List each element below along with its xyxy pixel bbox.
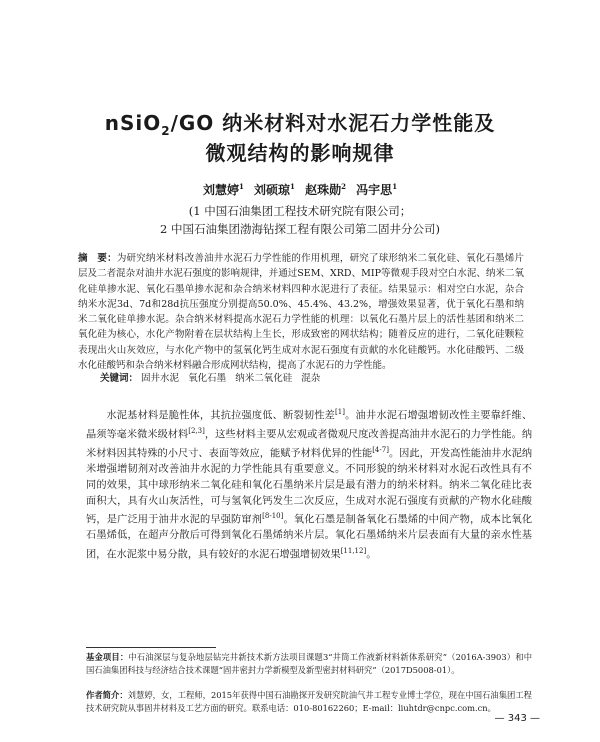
footnote-divider (86, 647, 216, 648)
keywords-label: 关键词： (100, 373, 139, 384)
keywords (100, 371, 524, 386)
keyword: 氧化石墨 (188, 373, 227, 384)
footnote-author (86, 689, 532, 714)
author-name: 刘慧婷$^1$ (202, 182, 244, 197)
keyword: 混杂 (301, 373, 321, 384)
citation: [8-10] (262, 512, 284, 521)
author-name: 冯宇思$^1$ (356, 182, 398, 197)
affiliation-2: 2 中国石油集团渤海钻探工程有限公司第二固井分公司) (160, 222, 440, 236)
citation: [11,12] (340, 547, 367, 556)
citation: [1] (335, 408, 345, 416)
keyword: 固井水泥 (141, 373, 180, 384)
abstract-text: 为研究纳米材料改善油井水泥石力学性能的作用机理，研究了球形纳米二氧化硅、氧化石墨烯片层及二者混杂对油井水泥石强度的影响规律，并通过SEM、XRD、MIP等微观手段对空白水泥、纳米二氧化硅单掺水泥、氧化石墨单掺水泥和杂合纳米材料四种水泥进行了表征。结果显示：相对空白水泥，杂合纳米水泥3d、7d和28d抗压强度分别提高50.0%、45.4%、43.2%，增强效果显著，优于氧化石墨和纳米二氧化硅单掺水泥。杂合纳米材料提高水泥石力学性能的机理：以氧化石墨片层上的活性基团和纳米二氧化硅为核心，水化产物附着在层状结构上生长，形成致密的网状结构；随着反应的进行，二氧化硅颗粒表现出火山灰效应，与水化产物中的氢氧化钙生成对水泥石强度有贡献的水化硅酸钙。水化硅酸钙、二级水化硅酸钙和杂合纳米材料融合形成网状结构，提高了水泥石的力学性能。 (78, 253, 524, 372)
abstract (78, 251, 524, 373)
affiliation-1: (1 中国石油集团工程技术研究院有限公司； (188, 204, 412, 218)
title-subscript: 2 (161, 124, 171, 138)
title-prefix: nSiO (104, 111, 162, 135)
author-name: 刘硕琼$^1$ (254, 182, 295, 197)
citation: [2,3] (188, 427, 205, 436)
author-bio-text: 刘慧婷，女，工程师，2015年获得中国石油勘探开发研究院油气井工程专业博士学位，现在中国石油集团工程技术研究院从事固井材料及工艺方面的研究。联系电话：010-80162260；E-mail：liuhtdr@cnpc.com.cn。 (86, 690, 532, 713)
author-name: 赵珠勋$^2$ (305, 182, 346, 197)
title-line-2: 微观结构的影响规律 (205, 141, 395, 165)
title-line-1-rest: /GO 纳米材料对水泥石力学性能及 (170, 111, 496, 135)
body-paragraph: 水泥基材料是脆性体，其抗拉强度低、断裂韧性差[1]。油井水泥石增强增韧改性主要靠纤维、晶须等毫米微米级材料[2,3]，这些材料主要从宏观或者微观尺度改善提高油井水泥石的力学性能。纳米材料因其特殊的小尺寸、表面等效应，能赋予材料优异的性能[4-7]。因此，开发高性能油井水泥纳米增强增韧剂对改善油井水泥的力学性能具有重要意义。不同形貌的纳米材料对水泥石改性具有不同的效果，其中球形纳米二氧化硅和氧化石墨纳米片层是最有潜力的纳米材料。纳米二氧化硅比表面积大，具有火山灰活性，可与氢氧化钙发生二次反应，生成对水泥石强度有贡献的产物水化硅酸钙，是广泛用于油井水泥的早强防窜剂[8-10]。氧化石墨是制备氧化石墨烯的中间产物，成本比氧化石墨烯低，在超声分散后可得到氧化石墨烯纳米片层。氧化石墨烯纳米片层表面有大量的亲水性基团，在水泥浆中易分散，具有较好的水泥石增强增韧效果[11,12]。 (86, 408, 533, 561)
citation: [4-7] (372, 446, 389, 455)
abstract-label: 摘 要： (78, 253, 117, 264)
footnote-funding (86, 651, 532, 676)
author-list (0, 181, 600, 198)
page-number: — 343 — (494, 713, 540, 724)
author-bio-label: 作者简介： (86, 690, 128, 700)
funding-label: 基金项目： (86, 652, 129, 662)
funding-text: 中石油深层与复杂地层钻完井新技术新方法项目课题3“井筒工作液新材料新体系研究”（2016A-3903）和中国石油集团科技与经济结合技术课题“固井密封力学新模型及新型密封材料研究”（2017D5008-01）。 (86, 652, 532, 675)
keyword: 纳米二氧化硅 (235, 373, 293, 384)
